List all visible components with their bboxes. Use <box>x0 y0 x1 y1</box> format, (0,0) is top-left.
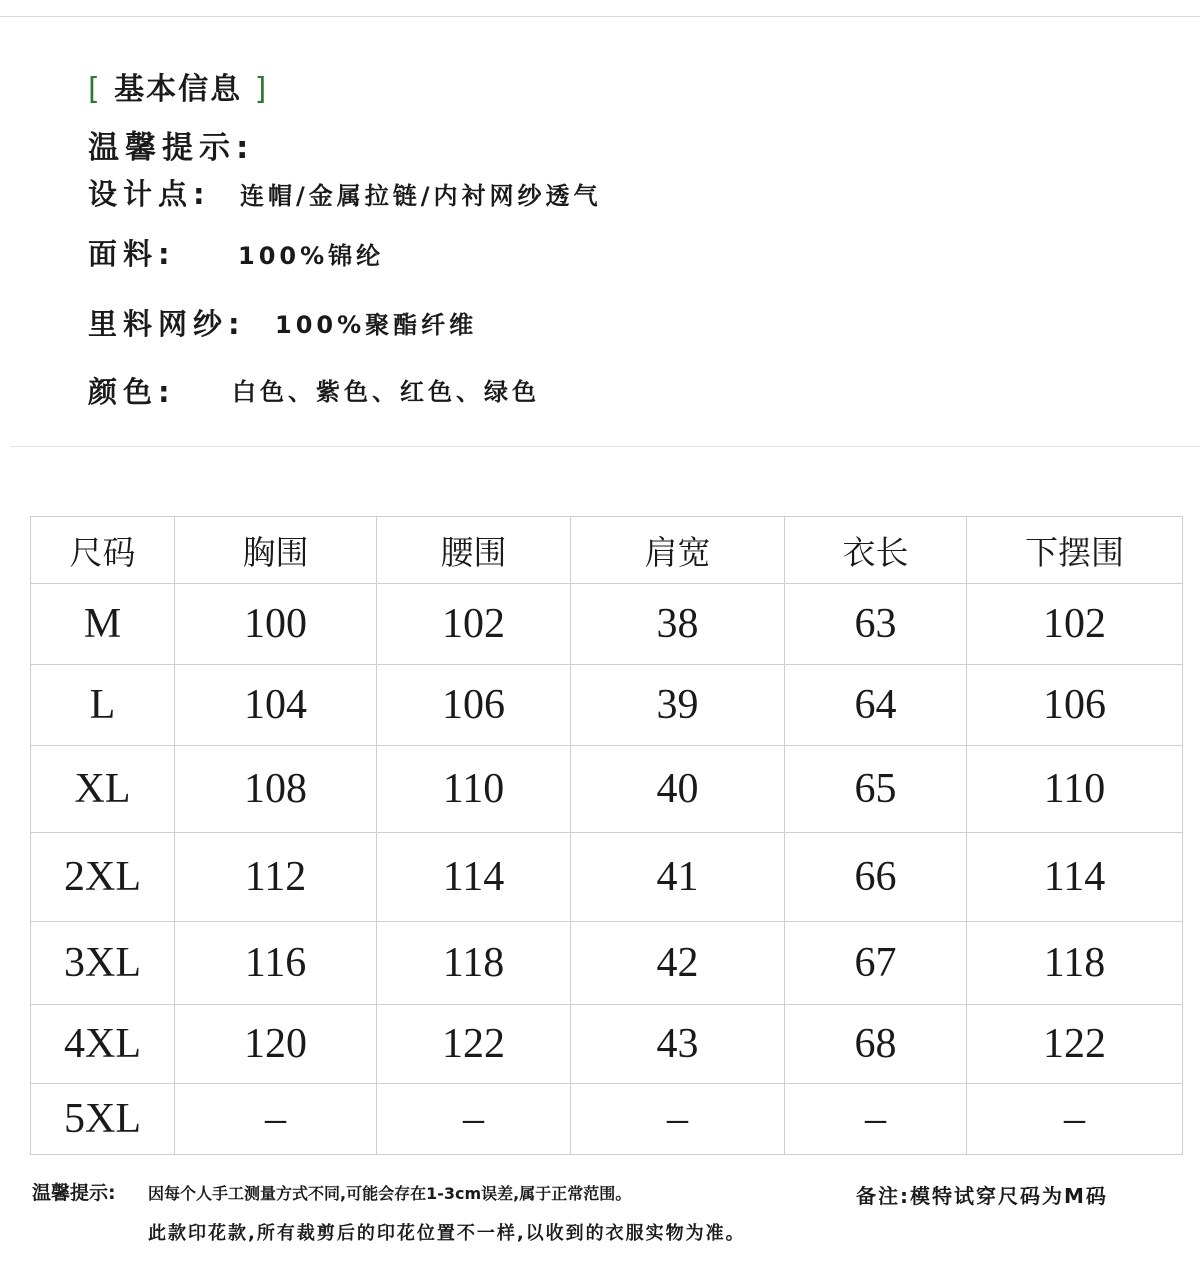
cell-chest: – <box>175 1084 377 1155</box>
table-row <box>31 665 1183 746</box>
cell-shoulder: 43 <box>571 1005 785 1084</box>
cell-shoulder: 40 <box>571 746 785 833</box>
cell-waist: 114 <box>377 833 571 922</box>
cell-waist: 118 <box>377 922 571 1005</box>
table-row <box>31 922 1183 1005</box>
table-header-row <box>31 517 1183 584</box>
cell-length: 65 <box>785 746 967 833</box>
footer-tip-label: 温馨提示: <box>32 1182 116 1204</box>
header-waist: 腰围 <box>377 517 571 584</box>
cell-size: 4XL <box>31 1005 175 1084</box>
design-value: 连帽/金属拉链/内衬网纱透气 <box>240 182 602 210</box>
section-divider <box>10 446 1200 447</box>
cell-length: 67 <box>785 922 967 1005</box>
cell-chest: 112 <box>175 833 377 922</box>
cell-shoulder: 39 <box>571 665 785 746</box>
cell-hem: 122 <box>967 1005 1183 1084</box>
cell-size: 5XL <box>31 1084 175 1155</box>
cell-hem: 102 <box>967 584 1183 665</box>
header-length: 衣长 <box>785 517 967 584</box>
lining-value: 100%聚酯纤维 <box>275 311 478 339</box>
tip-title: 温馨提示: <box>88 130 255 166</box>
heading-text: 基本信息 <box>114 72 243 107</box>
header-hem: 下摆围 <box>967 517 1183 584</box>
footer-tip-line1: 因每个人手工测量方式不同,可能会存在1-3cm误差,属于正常范围。 <box>148 1184 632 1203</box>
cell-size: XL <box>31 746 175 833</box>
cell-shoulder: 38 <box>571 584 785 665</box>
cell-hem: 114 <box>967 833 1183 922</box>
table-row <box>31 1084 1183 1155</box>
cell-length: 64 <box>785 665 967 746</box>
footer-tip-line2: 此款印花款,所有裁剪后的印花位置不一样,以收到的衣服实物为准。 <box>148 1223 746 1244</box>
cell-shoulder: 41 <box>571 833 785 922</box>
cell-shoulder: 42 <box>571 922 785 1005</box>
header-shoulder: 肩宽 <box>571 517 785 584</box>
model-size-note: 备注:模特试穿尺码为M码 <box>856 1184 1108 1208</box>
top-divider <box>0 16 1200 17</box>
color-value: 白色、紫色、红色、绿色 <box>232 378 540 406</box>
design-label: 设计点: <box>88 177 211 211</box>
size-table <box>30 516 1183 1155</box>
heading-bracket-close: ] <box>254 72 269 107</box>
fabric-label: 面料: <box>88 237 176 271</box>
cell-size: M <box>31 584 175 665</box>
cell-chest: 120 <box>175 1005 377 1084</box>
cell-chest: 104 <box>175 665 377 746</box>
cell-size: L <box>31 665 175 746</box>
lining-label: 里料网纱: <box>88 307 246 341</box>
cell-hem: 118 <box>967 922 1183 1005</box>
cell-chest: 100 <box>175 584 377 665</box>
cell-hem: – <box>967 1084 1183 1155</box>
cell-shoulder: – <box>571 1084 785 1155</box>
table-row <box>31 746 1183 833</box>
table-row <box>31 833 1183 922</box>
cell-waist: 106 <box>377 665 571 746</box>
cell-hem: 106 <box>967 665 1183 746</box>
table-row <box>31 1005 1183 1084</box>
cell-waist: 102 <box>377 584 571 665</box>
basic-info-heading <box>88 64 268 108</box>
cell-size: 2XL <box>31 833 175 922</box>
cell-chest: 108 <box>175 746 377 833</box>
cell-length: 66 <box>785 833 967 922</box>
fabric-value: 100%锦纶 <box>238 242 385 270</box>
color-label: 颜色: <box>88 375 176 409</box>
cell-waist: 122 <box>377 1005 571 1084</box>
header-chest: 胸围 <box>175 517 377 584</box>
cell-length: 68 <box>785 1005 967 1084</box>
header-size: 尺码 <box>31 517 175 584</box>
cell-chest: 116 <box>175 922 377 1005</box>
cell-length: – <box>785 1084 967 1155</box>
heading-bracket-open: [ <box>88 72 102 107</box>
cell-size: 3XL <box>31 922 175 1005</box>
cell-waist: – <box>377 1084 571 1155</box>
table-row <box>31 584 1183 665</box>
cell-length: 63 <box>785 584 967 665</box>
cell-waist: 110 <box>377 746 571 833</box>
cell-hem: 110 <box>967 746 1183 833</box>
